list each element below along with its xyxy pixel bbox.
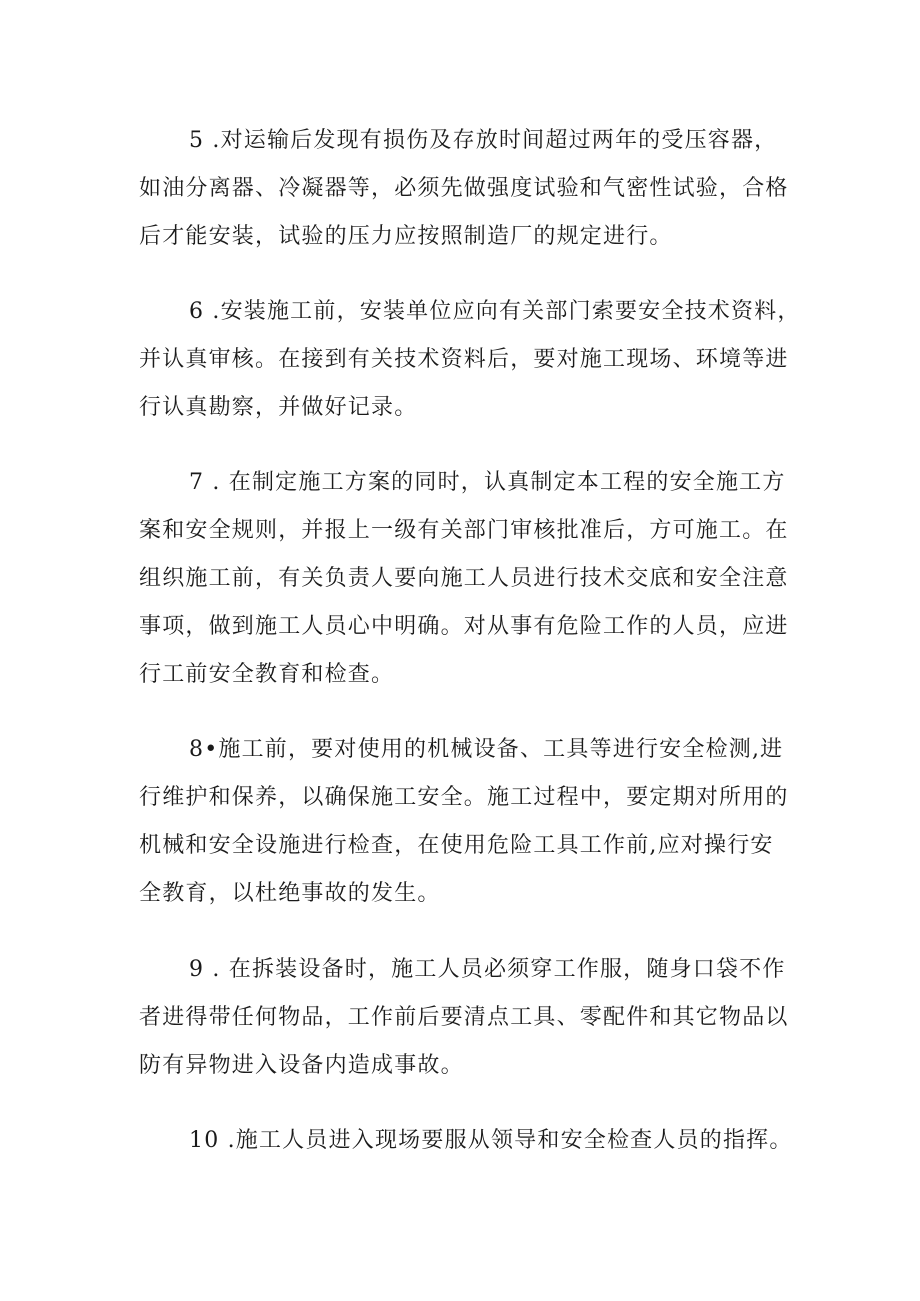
paragraph-line: 10 .施工人员进入现场要服从领导和安全检查人员的指挥。 xyxy=(189,1128,793,1153)
paragraph-line: 防有异物进入设备内造成事故。 xyxy=(139,1053,464,1078)
paragraph-line: 行认真勘察，并做好记录。 xyxy=(139,395,418,420)
paragraph-line: 全教育，以杜绝事故的发生。 xyxy=(139,881,441,906)
paragraph-item-10 xyxy=(139,1117,799,1165)
paragraph-line: 案和安全规则，并报上一级有关部门审核批准后，方可施工。在 xyxy=(139,518,789,543)
paragraph-item-6 xyxy=(139,288,799,432)
paragraph-line: 并认真审核。在接到有关技术资料后，要对施工现场、环境等进 xyxy=(139,347,789,372)
paragraph-item-5 xyxy=(139,117,799,261)
paragraph-line: 机械和安全设施进行检查，在使用危险工具工作前,应对操行安 xyxy=(139,833,774,858)
paragraph-line: 8•施工前，要对使用的机械设备、工具等进行安全检测,进 xyxy=(189,737,784,762)
paragraph-line: 事项，做到施工人员心中明确。对从事有危险工作的人员，应进 xyxy=(139,614,789,639)
paragraph-line: 行工前安全教育和检查。 xyxy=(139,662,395,687)
paragraph-line: 组织施工前，有关负责人要向施工人员进行技术交底和安全注意 xyxy=(139,566,789,591)
paragraph-line: 9 . 在拆装设备时，施工人员必须穿工作服，随身口袋不作 xyxy=(189,957,786,982)
paragraph-line: 5 .对运输后发现有损伤及存放时间超过两年的受压容器， xyxy=(189,128,778,153)
paragraph-item-7 xyxy=(139,459,799,699)
paragraph-item-9 xyxy=(139,946,799,1090)
paragraph-line: 后才能安装，试验的压力应按照制造厂的规定进行。 xyxy=(139,224,673,249)
paragraph-line: 行维护和保养，以确保施工安全。施工过程中，要定期对所用的 xyxy=(139,785,789,810)
paragraph-item-8 xyxy=(139,726,799,918)
paragraph-line: 6 .安装施工前，安装单位应向有关部门索要安全技术资料， xyxy=(189,299,801,324)
paragraph-line: 7 . 在制定施工方案的同时，认真制定本工程的安全施工方 xyxy=(189,470,786,495)
paragraph-line: 如油分离器、冷凝器等，必须先做强度试验和气密性试验，合格 xyxy=(139,176,789,201)
paragraph-line: 者进得带任何物品，工作前后要清点工具、零配件和其它物品以 xyxy=(139,1005,789,1030)
